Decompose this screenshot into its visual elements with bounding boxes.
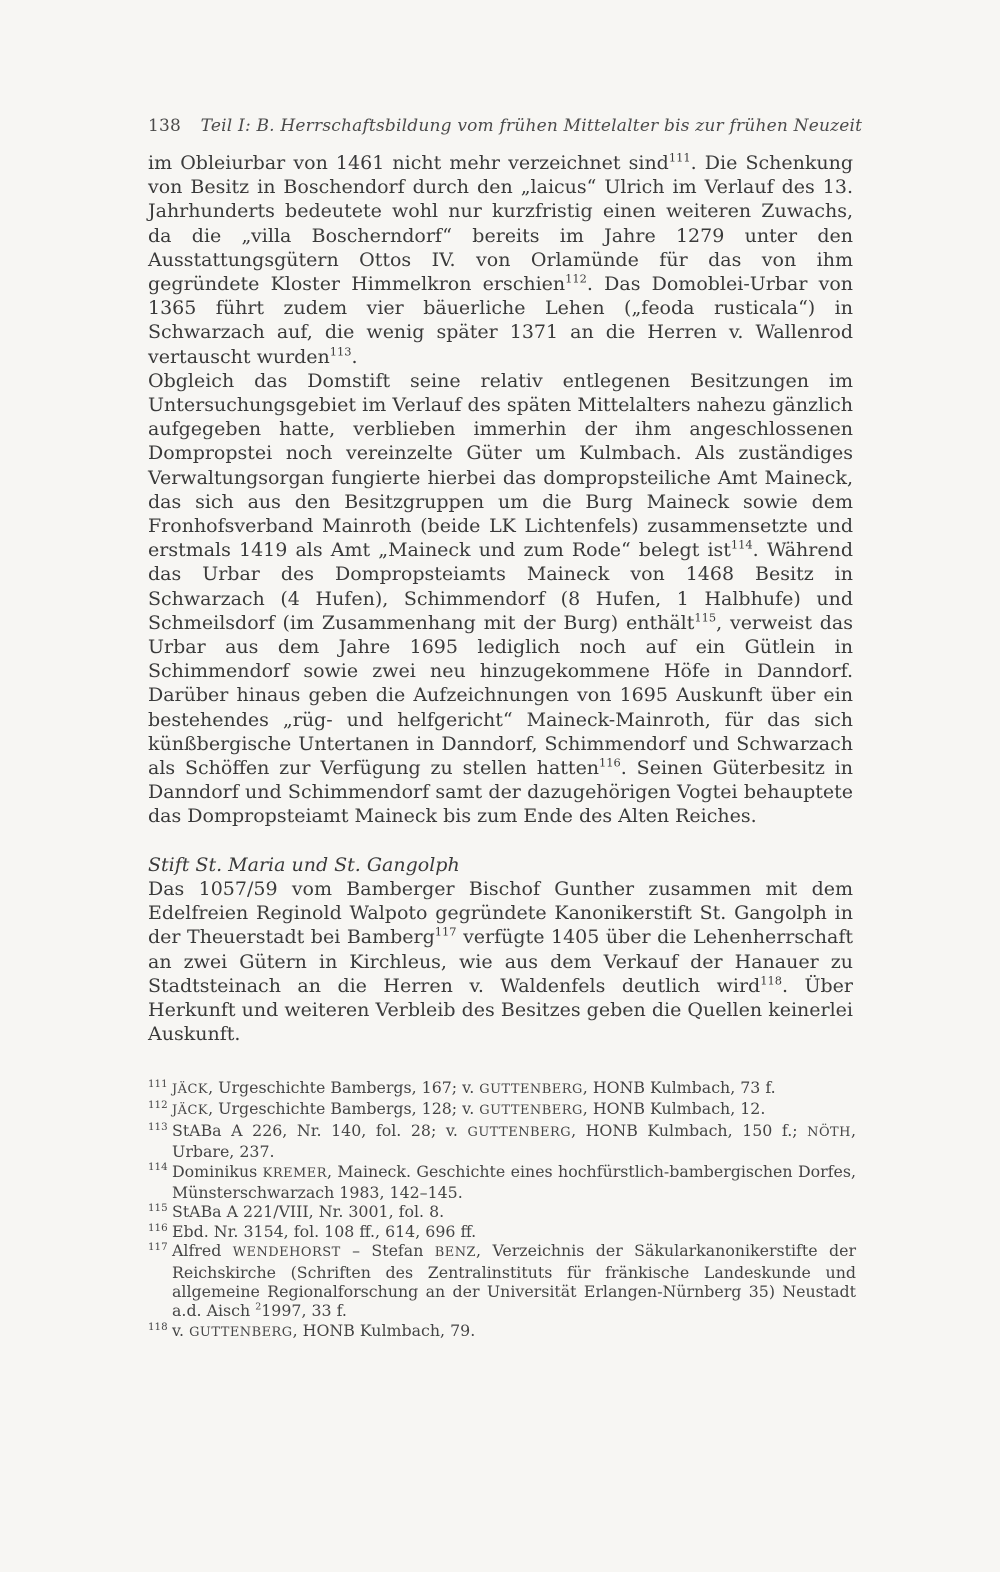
text-run: im Obleiurbar von 1461 nicht mehr verzeichnet sind — [148, 152, 669, 174]
paragraph-3 — [148, 877, 853, 1046]
footnote-text: v. — [172, 1320, 190, 1340]
footnote-113: 113 StABa A 226, Nr. 140, fol. 28; v. GUTTENBERG, HONB Kulmbach, 150 f.; NÖTH, Urbare, 237. — [148, 1120, 856, 1162]
footnote-text: , HONB Kulmbach, 73 f. — [582, 1078, 776, 1097]
text-run: Obgleich das Domstift seine relativ entlegenen Besitzungen im Untersuchungsgebiet im Verlauf des späten Mittelalters nahezu gänzlich aufgegeben hatte, verblieben immerhin der ihm angeschlossenen Dompropstei noch vereinzelte Güter um Kulmbach. Als zuständiges Verwaltungsorgan fungierte hierbei das dompropsteiliche Amt Maineck, das sich aus den Besitzgruppen um die Burg Maineck sowie dem Fronhofsverband Mainroth (beide LK Lichtenfels) zusammensetzte und erstmals 1419 als Amt „Maineck und zum Rode“ belegt ist — [148, 369, 853, 562]
text-run: verfügte 1405 über die Lehenherrschaft an zwei Gütern in Kirchleus, wie aus dem Verkauf der Hanauer zu Stadtsteinach an die Herren v. Waldenfels deutlich wird — [148, 926, 854, 997]
footnote-text: , HONB Kulmbach, 79. — [292, 1320, 476, 1340]
author-name: BENZ — [434, 1245, 477, 1261]
footnote-text: , HONB Kulmbach, 150 f.; — [571, 1120, 808, 1140]
text-run: . Die Schenkung von Besitz in Boschendorf durch den „laicus“ Ulrich im Verlauf des 13. Jahrhunderts bedeutete wohl nur kurzfristig einen weiteren Zuwachs, da die „villa Boscherndorf“ bereits im Jahre 1279 unter den Ausstattungsgütern Ottos IV. von Orlamünde für das von ihm gegründete Kloster Himmelkron erschien — [148, 152, 853, 296]
footnote-text: StABa A 221/VIII, Nr. 3001, fol. 8. — [172, 1202, 445, 1222]
footnote-ref[interactable]: 113 — [329, 344, 352, 359]
footnote-ref[interactable]: 111 — [668, 150, 691, 165]
footnote-112: 112 JÄCK, Urgeschichte Bambergs, 128; v. GUTTENBERG, HONB Kulmbach, 12. — [148, 1099, 766, 1119]
text-run: . Über Herkunft und weiteren Verbleib des Besitzes geben die Quellen keinerlei Auskunft. — [148, 974, 853, 1046]
footnote-text: , Urgeschichte Bambergs, 128; v. — [208, 1099, 480, 1119]
text-run: . Seinen Güterbesitz in Danndorf und Schimmendorf samt der dazugehörigen Vogtei behauptete das Dompropsteiamt Maineck bis zum Ende des Alten Reiches. — [148, 757, 853, 828]
running-title: Teil I: B. Herrschaftsbildung vom frühen Mittelalter bis zur frühen Neuzeit — [200, 116, 863, 136]
paragraph-1 — [148, 151, 853, 369]
edition-superscript: 2 — [255, 1302, 262, 1314]
author-name: GUTTENBERG — [479, 1082, 583, 1097]
footnote-ref[interactable]: 118 — [760, 973, 782, 988]
footnote-ref[interactable]: 117 — [434, 924, 457, 939]
footnotes — [148, 1078, 856, 1342]
text-run: . — [351, 345, 358, 368]
author-name: JÄCK — [172, 1082, 209, 1097]
footnote-text: StABa A 226, Nr. 140, fol. 28; v. — [172, 1120, 468, 1140]
main-text — [148, 151, 853, 1046]
footnote-text: – Stefan — [340, 1241, 435, 1261]
running-header — [148, 116, 868, 136]
section-heading: Stift St. Maria und St. Gangolph — [148, 853, 460, 876]
footnote-text: Dominikus — [172, 1161, 263, 1181]
page-number: 138 — [148, 116, 182, 136]
author-name: JÄCK — [172, 1103, 209, 1119]
footnote-ref[interactable]: 115 — [694, 610, 717, 625]
footnote-116: 116 Ebd. Nr. 3154, fol. 108 ff., 614, 696 ff. — [148, 1221, 477, 1241]
author-name: GUTTENBERG — [189, 1324, 293, 1340]
paragraph-2 — [148, 369, 853, 829]
footnote-text: , Maineck. Geschichte eines hochfürstlich-bambergischen Dorfes, Münsterschwarzach 1983, 142–145. — [172, 1161, 856, 1203]
footnote-text: 1997, 33 f. — [261, 1301, 347, 1321]
author-name: NÖTH — [807, 1124, 851, 1140]
footnote-text: , Urbare, 237. — [172, 1120, 856, 1162]
text-run: Das 1057/59 vom Bamberger Bischof Gunther zusammen mit dem Edelfreien Reginold Walpoto gegründete Kanonikerstift St. Gangolph in der Theuerstadt bei Bamberg — [148, 877, 853, 949]
footnote-ref[interactable]: 112 — [565, 271, 587, 286]
footnote-117: 117 Alfred WENDEHORST – Stefan BENZ, Verzeichnis der Säkularkanonikerstifte der Reichskirche (Schriften des Zentralinstituts für fränkische Landeskunde und allgemeine Regionalforschung an der Universität Erlangen-Nürnberg 35) Neustadt a.d. Aisch $^2$1997, 33 f. — [148, 1240, 857, 1321]
footnote-ref[interactable]: 114 — [730, 537, 753, 552]
footnote-ref[interactable]: 116 — [599, 755, 621, 770]
footnote-114: 114 Dominikus KREMER, Maineck. Geschichte eines hochfürstlich-bambergischen Dorfes, Münsterschwarzach 1983, 142–145. — [148, 1161, 856, 1203]
footnote-text: Alfred — [172, 1241, 233, 1261]
author-name: KREMER — [262, 1165, 327, 1181]
footnote-text: Ebd. Nr. 3154, fol. 108 ff., 614, 696 ff. — [172, 1221, 477, 1241]
footnote-118: 118 v. GUTTENBERG, HONB Kulmbach, 79. — [148, 1320, 476, 1340]
footnote-text: , Urgeschichte Bambergs, 167; v. — [208, 1078, 480, 1097]
text-run: . Während das Urbar des Dompropsteiamts Maineck von 1468 Besitz in Schwarzach (4 Hufen), Schimmendorf (8 Hufen, 1 Halbhufe) und Schmeilsdorf (im Zusammenhang mit der Burg) enthält — [148, 539, 853, 634]
footnote-text: , Verzeichnis der Säkularkanonikerstifte der Reichskirche (Schriften des Zentralinstituts für fränkische Landeskunde und allgemeine Regionalforschung an der Universität Erlangen-Nürnberg 35) Neustadt a.d. Aisch — [172, 1241, 857, 1321]
text-run: . Das Domoblei-Urbar von 1365 führt zudem vier bäuerliche Lehen („feoda rusticala“) in Schwarzach auf, die wenig später 1371 an die Herren v. Wallenrod vertauscht wurden — [148, 273, 853, 368]
author-name: WENDEHORST — [232, 1245, 341, 1261]
author-name: GUTTENBERG — [467, 1124, 572, 1140]
footnote-115: 115 StABa A 221/VIII, Nr. 3001, fol. 8. — [148, 1202, 445, 1222]
author-name: GUTTENBERG — [479, 1103, 583, 1119]
text-run: , verweist das Urbar aus dem Jahre 1695 lediglich noch auf ein Gütlein in Schimmendorf sowie zwei neu hinzugekommene Höfe in Danndorf. Darüber hinaus geben die Aufzeichnungen von 1695 Auskunft über ein bestehendes „rüg- und helfgericht“ Maineck-Mainroth, für das sich künßbergische Untertanen in Danndorf, Schimmendorf und Schwarzach als Schöffen zur Verfügung zu stellen hatten — [148, 611, 853, 780]
footnote-text: , HONB Kulmbach, 12. — [582, 1099, 766, 1119]
footnote-111: 111 JÄCK, Urgeschichte Bambergs, 167; v. GUTTENBERG, HONB Kulmbach, 73 f. — [148, 1077, 776, 1097]
